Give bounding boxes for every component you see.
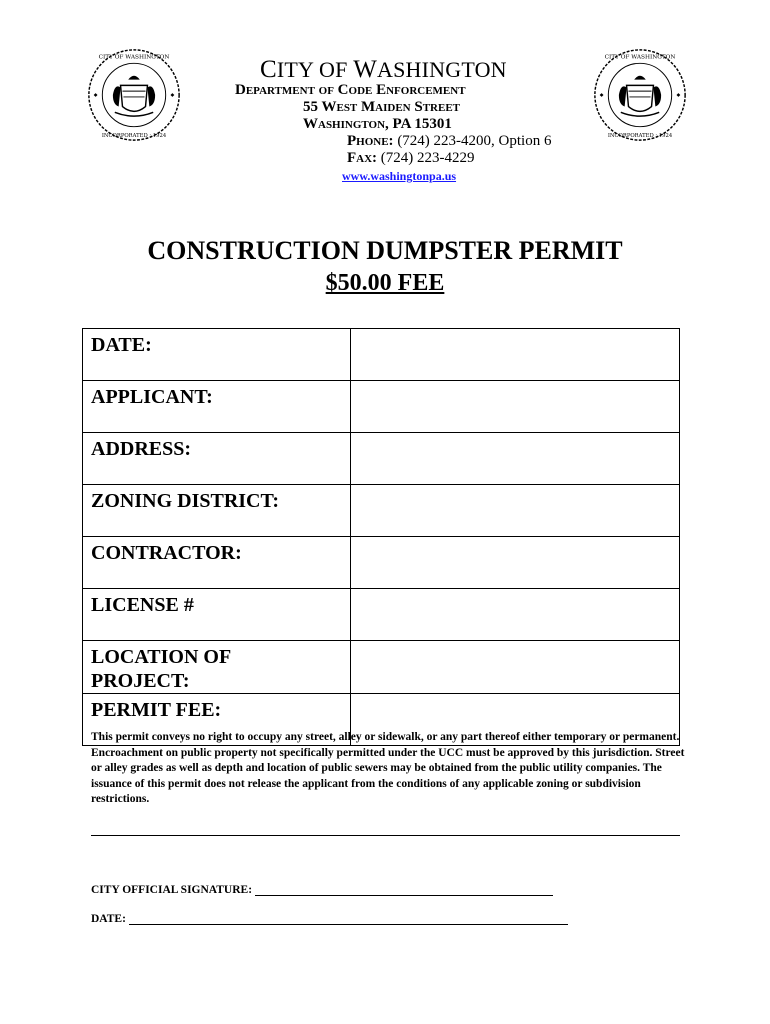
fee-heading: $50.00 FEE bbox=[325, 270, 445, 296]
table-row bbox=[83, 485, 680, 537]
signature-line[interactable] bbox=[255, 885, 553, 896]
field-value-license[interactable] bbox=[350, 589, 679, 641]
field-value-zoning-district[interactable] bbox=[350, 485, 679, 537]
fax-label: Fax: bbox=[347, 150, 378, 166]
phone-line bbox=[347, 133, 551, 150]
permit-form-table bbox=[82, 328, 680, 746]
svg-text:CITY OF WASHINGTON: CITY OF WASHINGTON bbox=[604, 54, 676, 61]
city-seal-right bbox=[592, 47, 688, 143]
seal-icon bbox=[592, 47, 688, 143]
fax-value: (724) 223-4229 bbox=[377, 150, 475, 166]
field-label-date: DATE: bbox=[83, 329, 351, 381]
date-line[interactable] bbox=[129, 914, 568, 925]
table-row bbox=[83, 589, 680, 641]
seal-icon bbox=[86, 47, 182, 143]
table-row bbox=[83, 381, 680, 433]
svg-text:CITY OF WASHINGTON: CITY OF WASHINGTON bbox=[98, 54, 170, 61]
fax-line bbox=[347, 150, 475, 167]
department-name: Department of Code Enforcement bbox=[235, 82, 466, 98]
field-label-permit-fee: PERMIT FEE: bbox=[83, 694, 351, 746]
city-seal-left bbox=[86, 47, 182, 143]
date-label: DATE: bbox=[91, 913, 126, 925]
field-value-location-of-project[interactable] bbox=[350, 641, 679, 694]
field-label-zoning-district: ZONING DISTRICT: bbox=[83, 485, 351, 537]
svg-text:INCORPORATED · 1924: INCORPORATED · 1924 bbox=[607, 133, 673, 140]
signature-row bbox=[91, 884, 553, 896]
website-link[interactable]: www.washingtonpa.us bbox=[342, 169, 457, 183]
field-label-contractor: CONTRACTOR: bbox=[83, 537, 351, 589]
form-title: CONSTRUCTION DUMPSTER PERMIT bbox=[147, 236, 623, 265]
field-label-applicant: APPLICANT: bbox=[83, 381, 351, 433]
field-label-address: ADDRESS: bbox=[83, 433, 351, 485]
permit-notice: This permit conveys no right to occupy any street, alley or sidewalk, or any part thereof either temporary or permanent. Encroachment on public property not specifically permitted under the UCC must be approved by this jurisdiction. Street or alley grades as well as depth and location of public sewers may be obtained from the public utility companies. The issuance of this permit does not release the applicant from the conditions of any applicable zoning or subdivision restrictions. bbox=[91, 731, 685, 805]
table-row bbox=[83, 329, 680, 381]
date-row bbox=[91, 913, 568, 925]
field-value-applicant[interactable] bbox=[350, 381, 679, 433]
table-row bbox=[83, 537, 680, 589]
field-label-location-of-project: LOCATION OF PROJECT: bbox=[83, 641, 351, 694]
phone-label: Phone: bbox=[347, 133, 394, 149]
street-address: 55 West Maiden Street bbox=[303, 99, 461, 115]
signature-label: CITY OFFICIAL SIGNATURE: bbox=[91, 884, 253, 896]
table-row bbox=[83, 433, 680, 485]
field-value-address[interactable] bbox=[350, 433, 679, 485]
field-label-license: LICENSE # bbox=[83, 589, 351, 641]
city-state-zip: Washington, PA 15301 bbox=[303, 116, 452, 132]
field-value-date[interactable] bbox=[350, 329, 679, 381]
svg-text:INCORPORATED · 1924: INCORPORATED · 1924 bbox=[101, 133, 167, 140]
divider bbox=[91, 835, 680, 836]
phone-value: (724) 223-4200, Option 6 bbox=[393, 133, 552, 149]
city-name: CITY OF WASHINGTON bbox=[260, 56, 507, 83]
field-value-contractor[interactable] bbox=[350, 537, 679, 589]
table-row bbox=[83, 641, 680, 694]
